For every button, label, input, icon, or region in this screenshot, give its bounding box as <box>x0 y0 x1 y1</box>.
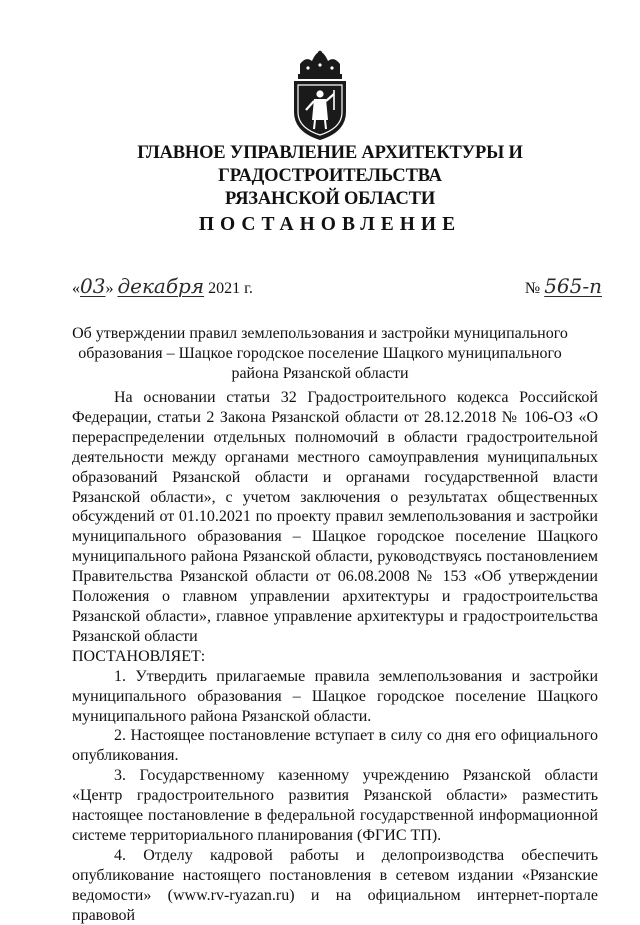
clause-4: 4. Отделу кадровой работы и делопроизводства обеспечить опубликование настоящего постановления в сетевом издании «Рязанские ведомости» (www.rv-ryazan.ru) и на официальном интернет-портале правовой <box>72 846 598 924</box>
clause-1: 1. Утвердить прилагаемые правила землепользования и застройки муниципального образования – Шацкое городское поселение Шацкого муниципального района Рязанской области. <box>72 667 598 725</box>
date-year: 2021 г. <box>208 280 253 297</box>
clause-2: 2. Настоящее постановление вступает в силу со дня его официального опубликования. <box>72 727 598 765</box>
organization-name <box>40 142 620 211</box>
date-close-quote: » <box>105 280 114 297</box>
document-number <box>525 274 602 298</box>
decree-word: ПОСТАНОВЛЯЕТ: <box>72 647 206 665</box>
document-type-title: ПОСТАНОВЛЕНИЕ <box>198 214 462 235</box>
document-subject: Об утверждении правил землепользования и застройки муниципального образования – Шацкое городское поселение Шацкого муниципального района Рязанской области <box>72 325 568 382</box>
date-day: 03 <box>80 274 106 298</box>
number-label: № <box>524 280 541 297</box>
organization-name-line2: РЯЗАНСКОЙ ОБЛАСТИ <box>224 189 436 209</box>
organization-name-line1: ГЛАВНОЕ УПРАВЛЕНИЕ АРХИТЕКТУРЫ И ГРАДОСТРОИТЕЛЬСТВА <box>137 143 523 186</box>
clause-3: 3. Государственному казенному учреждению Рязанской области «Центр градостроительного развития Рязанской области» разместить настоящее постановление в федеральной государственной информационной системе территориального планирования (ФГИС ТП). <box>72 767 598 844</box>
crown-icon <box>298 51 342 79</box>
ryazan-coat-of-arms-icon <box>286 50 354 142</box>
number-value: 565-п <box>544 274 602 298</box>
date-open-quote: « <box>72 280 80 297</box>
document-date <box>72 274 253 298</box>
shield-icon <box>294 81 346 140</box>
document-body <box>72 388 598 925</box>
date-number-line <box>72 266 602 306</box>
preamble-paragraph: На основании статьи 32 Градостроительного кодекса Российской Федерации, статьи 2 Закона Рязанской области от 28.12.2018 № 106-ОЗ «О перераспределении отдельных полномочий в области градостроительной деятельности между органами местного самоуправления муниципальных образований Рязанской области и органами государственной власти Рязанской области», с учетом заключения о результатах общественных обсуждений от 01.10.2021 по проекту правил землепользования и застройки муниципального образования – Шацкое городское поселение Шацкого муниципального района Рязанской области, руководствуясь постановлением Правительства Рязанской области от 06.08.2008 № 153 «Об утверждении Положения о главном управлении архитектуры и градостроительства Рязанской области», главное управление архитектуры и градостроительства Рязанской области <box>72 389 598 645</box>
date-month: декабря <box>117 274 205 298</box>
